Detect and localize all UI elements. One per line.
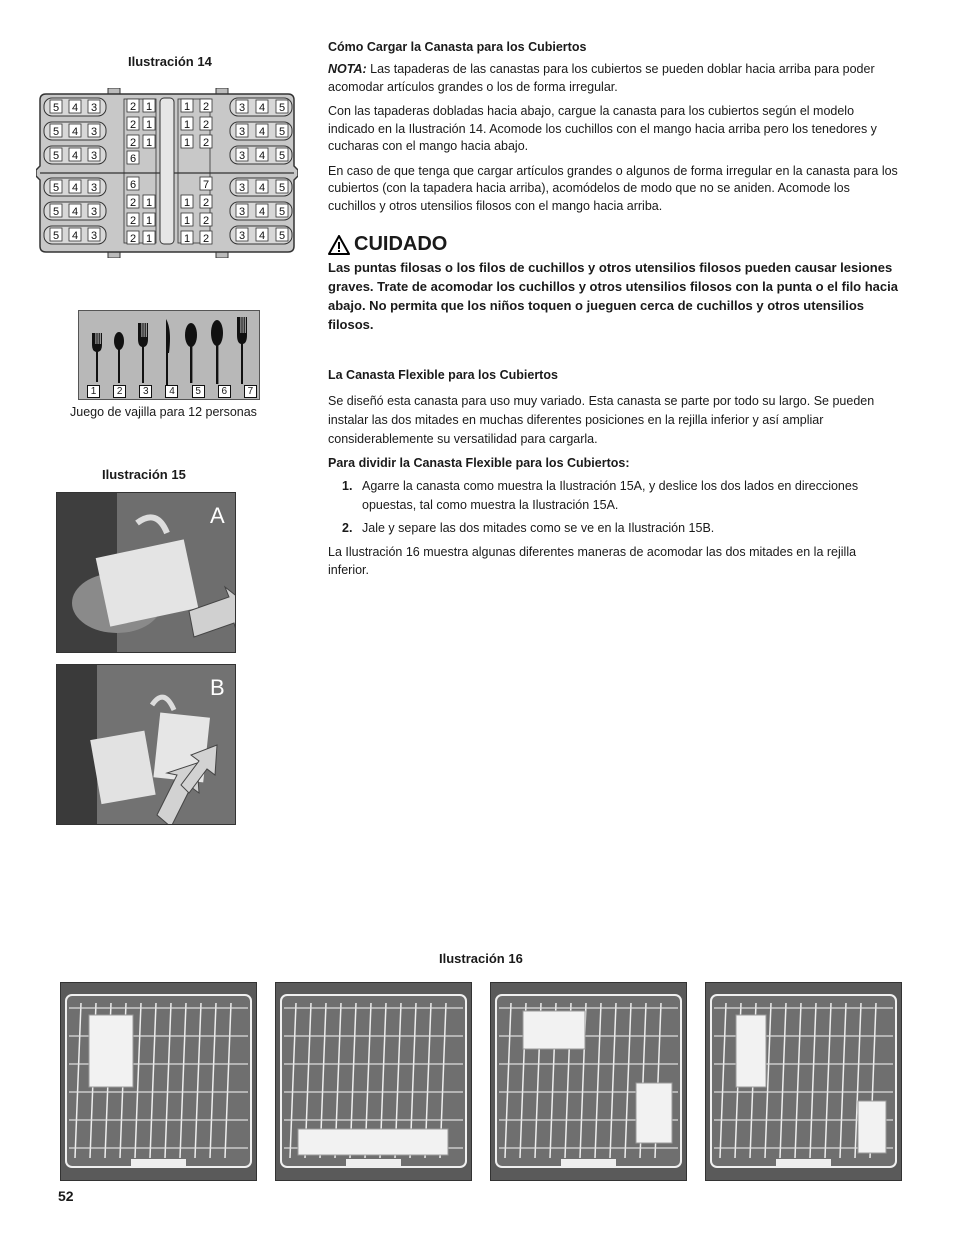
step-number: 1. [342, 479, 353, 493]
flexible-title: La Canasta Flexible para los Cubiertos [328, 368, 558, 382]
basket-cell-right: 3 [238, 206, 246, 218]
basket-cell-left: 4 [71, 230, 79, 242]
illustration-16-caption: Ilustración 16 [439, 951, 523, 966]
basket-cell-right: 3 [238, 150, 246, 162]
note-paragraph [328, 61, 898, 96]
basket-cell-left: 3 [90, 150, 98, 162]
basket-cell-left: 5 [52, 126, 60, 138]
basket-cell-right: 5 [278, 150, 286, 162]
basket-cell-mid-left: 1 [145, 119, 153, 131]
cutlery-number: 3 [139, 385, 152, 398]
basket-cell-left: 3 [90, 182, 98, 194]
loading-para-2: En caso de que tenga que cargar artículos grandes o algunos de forma irregular en la canasta para los cubiertos (con la tapadera hacia arriba), acomódelos de modo que no se aniden. Acomode los cuchillos y otros utensilios filosos con el mango hacia arriba. [328, 163, 898, 213]
basket-cell-right: 4 [258, 206, 266, 218]
rack-photo-4 [705, 982, 902, 1181]
basket-cell-left: 3 [90, 102, 98, 114]
basket-cell-left: 4 [71, 126, 79, 138]
basket-cell-right: 5 [278, 206, 286, 218]
loading-title: Cómo Cargar la Canasta para los Cubiertos [328, 40, 587, 54]
basket-cell-mid-left: 6 [129, 179, 137, 191]
basket-cell-mid-right: 7 [202, 179, 210, 191]
warning-triangle-icon [328, 235, 350, 255]
rack-photo-3 [490, 982, 687, 1181]
cutlery-number: 4 [165, 385, 178, 398]
basket-cell-mid-left: 2 [129, 137, 137, 149]
basket-cell-mid-right: 1 [183, 197, 191, 209]
basket-cell-mid-left: 2 [129, 215, 137, 227]
note-label: NOTA: [328, 62, 367, 76]
basket-cell-mid-left: 2 [129, 233, 137, 245]
flexible-para-2: La Ilustración 16 muestra algunas diferentes maneras de acomodar las dos mitades en la rejilla inferior. [328, 545, 857, 577]
cutlery-caption: Juego de vajilla para 12 personas [70, 405, 257, 419]
basket-cell-left: 3 [90, 126, 98, 138]
basket-cell-mid-right: 1 [183, 233, 191, 245]
step-text: Agarre la canasta como muestra la Ilustración 15A, y deslice los dos lados en direcciones opuestas, tal como muestra la Ilustración 15A. [362, 479, 859, 512]
note-text: Las tapaderas de las canastas para los cubiertos se pueden doblar hacia arriba para poder acomodar artículos grandes o los de forma irregular. [328, 62, 875, 94]
cutlery-basket-diagram [36, 88, 298, 258]
caution-body: Las puntas filosas o los filos de cuchillos y otros utensilios filosos pueden causar lesiones graves. Trate de acomodar los cuchillos y otros utensilios filosos con la punta o el filo hacia abajo. No permita que los niños toquen o jueguen cerca de cuchillos y otros utensilios filosos. [328, 260, 898, 332]
basket-cell-right: 5 [278, 126, 286, 138]
basket-cell-mid-left: 2 [129, 101, 137, 113]
basket-cell-mid-left: 2 [129, 119, 137, 131]
basket-cell-mid-right: 2 [202, 137, 210, 149]
cutlery-number: 2 [113, 385, 126, 398]
flexible-para-1: Se diseñó esta canasta para uso muy variado. Esta canasta se parte por todo su largo. Se pueden instalar las dos mitades en muchas diferentes posiciones en la rejilla inferior y así ampliar considerablemente su versatilidad para cargarla. [328, 394, 875, 446]
basket-cell-left: 5 [52, 102, 60, 114]
cutlery-number: 6 [218, 385, 231, 398]
basket-cell-left: 5 [52, 182, 60, 194]
basket-cell-right: 4 [258, 230, 266, 242]
basket-cell-left: 3 [90, 230, 98, 242]
illustration-15-caption: Ilustración 15 [102, 467, 186, 482]
photo-15b [56, 664, 236, 825]
basket-cell-mid-right: 2 [202, 197, 210, 209]
step-number: 2. [342, 521, 353, 535]
basket-cell-mid-right: 1 [183, 215, 191, 227]
cutlery-number: 1 [87, 385, 100, 398]
basket-cell-mid-right: 2 [202, 215, 210, 227]
basket-cell-left: 4 [71, 206, 79, 218]
cutlery-set-diagram [78, 310, 260, 400]
basket-cell-right: 5 [278, 102, 286, 114]
basket-cell-mid-left: 1 [145, 233, 153, 245]
basket-cell-right: 5 [278, 182, 286, 194]
step-item [328, 519, 898, 538]
basket-cell-right: 3 [238, 102, 246, 114]
instructions-column [328, 40, 898, 586]
cutlery-number: 5 [192, 385, 205, 398]
loading-para-1: Con las tapaderas dobladas hacia abajo, cargue la canasta para los cubiertos según el modelo indicado en la Ilustración 14. Acomode los cuchillos con el mango hacia arriba pero los tenedores y cucharas con el mango hacia abajo. [328, 104, 877, 153]
step-item [328, 477, 898, 515]
basket-cell-left: 5 [52, 150, 60, 162]
basket-cell-mid-left: 1 [145, 215, 153, 227]
basket-cell-left: 5 [52, 230, 60, 242]
cutlery-number: 7 [244, 385, 257, 398]
rack-photo-2 [275, 982, 472, 1181]
basket-cell-left: 4 [71, 182, 79, 194]
divide-title: Para dividir la Canasta Flexible para los Cubiertos: [328, 456, 630, 470]
basket-cell-left: 5 [52, 206, 60, 218]
rack-photo-1 [60, 982, 257, 1181]
basket-cell-left: 3 [90, 206, 98, 218]
basket-cell-mid-left: 1 [145, 197, 153, 209]
basket-cell-left: 4 [71, 150, 79, 162]
divide-steps [328, 477, 898, 538]
photo-15b-label: B [210, 675, 225, 700]
illustration-14-caption: Ilustración 14 [128, 54, 212, 69]
basket-cell-mid-left: 1 [145, 137, 153, 149]
basket-cell-right: 5 [278, 230, 286, 242]
basket-cell-right: 3 [238, 230, 246, 242]
basket-cell-right: 4 [258, 126, 266, 138]
page-number: 52 [58, 1188, 74, 1204]
basket-cell-mid-left: 2 [129, 197, 137, 209]
basket-cell-left: 4 [71, 102, 79, 114]
basket-cell-right: 3 [238, 182, 246, 194]
caution-heading [328, 233, 898, 256]
basket-cell-right: 3 [238, 126, 246, 138]
basket-cell-right: 4 [258, 182, 266, 194]
photo-15a [56, 492, 236, 653]
basket-cell-right: 4 [258, 102, 266, 114]
cutlery-number-row [87, 385, 257, 398]
basket-cell-mid-left: 6 [129, 153, 137, 165]
caution-title: CUIDADO [354, 233, 448, 255]
basket-cell-right: 4 [258, 150, 266, 162]
basket-cell-mid-right: 1 [183, 101, 191, 113]
basket-cell-mid-left: 1 [145, 101, 153, 113]
basket-cell-mid-right: 2 [202, 233, 210, 245]
basket-cell-mid-right: 2 [202, 119, 210, 131]
basket-cell-mid-right: 1 [183, 119, 191, 131]
basket-cell-mid-right: 1 [183, 137, 191, 149]
step-text: Jale y separe las dos mitades como se ve en la Ilustración 15B. [362, 521, 715, 535]
photo-15a-label: A [210, 503, 225, 528]
basket-cell-mid-right: 2 [202, 101, 210, 113]
